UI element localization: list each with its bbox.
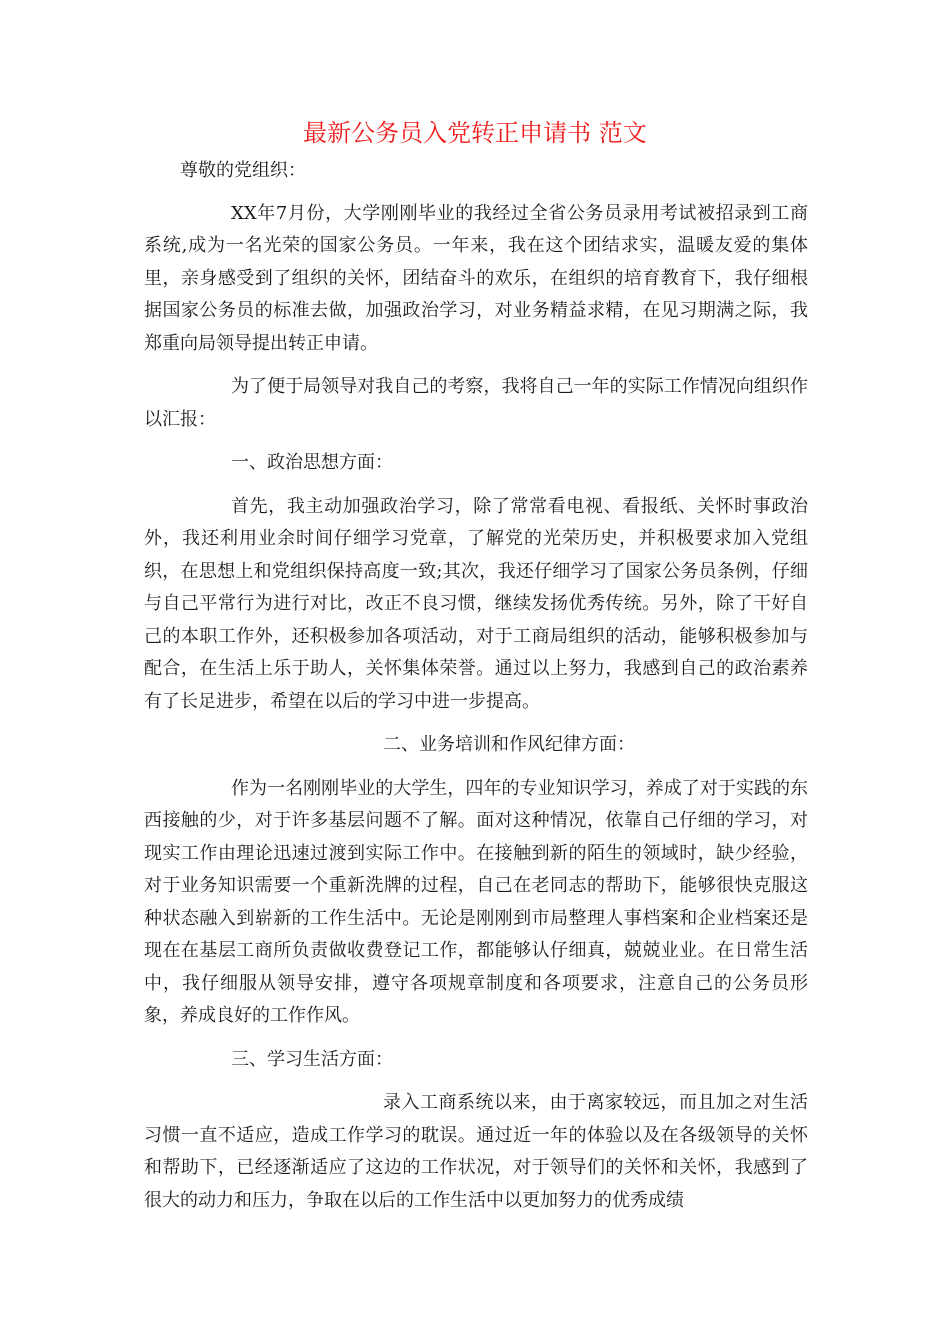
paragraph-intro: XX年7月份，大学刚刚毕业的我经过全省公务员录用考试被招录到工商系统,成为一名光荣的国家公务员。一年来，我在这个团结求实，温暖友爱的集体里，亲身感受到了组织的关怀，团结奋斗的欢乐，在组织的培育教育下，我仔细根据国家公务员的标准去做，加强政治学习，对业务精益求精，在见习期满之际，我郑重向局领导提出转正申请。	[144, 202, 808, 354]
paragraph-study-life: 录入工商系统以来，由于离家较远，而且加之对生活习惯一直不适应，造成工作学习的耽误。通过近一年的体验以及在各级领导的关怀和帮助下，已经逐渐适应了这边的工作状况，对于领导们的关怀和关怀，我感到了很大的动力和压力，争取在以后的工作生活中以更加努力的优秀成绩	[144, 1092, 808, 1211]
document-body	[144, 155, 808, 1228]
section-heading-training: 二、业务培训和作风纪律方面：	[383, 734, 635, 755]
salutation: 尊敬的党组织：	[180, 160, 306, 181]
paragraph-training: 作为一名刚刚毕业的大学生，四年的专业知识学习，养成了对于实践的东西接触的少，对于许多基层问题不了解。面对这种情况，依靠自己仔细的学习，对现实工作由理论迅速过渡到实际工作中。在接触到新的陌生的领域时，缺少经验，对于业务知识需要一个重新洗牌的过程，自己在老同志的帮助下，能够很快克服这种状态融入到崭新的工作生活中。无论是刚刚到市局整理人事档案和企业档案还是现在在基层工商所负责做收费登记工作，都能够认仔细真，兢兢业业。在日常生活中，我仔细服从领导安排，遵守各项规章制度和各项要求，注意自己的公务员形象，养成良好的工作作风。	[144, 777, 808, 1026]
paragraph-political: 首先，我主动加强政治学习，除了常常看电视、看报纸、关怀时事政治外，我还利用业余时间仔细学习党章，了解党的光荣历史，并积极要求加入党组织，在思想上和党组织保持高度一致;其次，我还仔细学习了国家公务员条例，仔细与自己平常行为进行对比，改正不良习惯，继续发扬优秀传统。另外，除了干好自己的本职工作外，还积极参加各项活动，对于工商局组织的活动，能够积极参加与配合，在生活上乐于助人，关怀集体荣誉。通过以上努力，我感到自己的政治素养有了长足进步，希望在以后的学习中进一步提高。	[144, 495, 808, 712]
section-heading-political: 一、政治思想方面：	[231, 452, 393, 473]
section-heading-study-life: 三、学习生活方面：	[231, 1048, 393, 1070]
document-title: 最新公务员入党转正申请书 范文	[303, 119, 647, 147]
paragraph-report-intro: 为了便于局领导对我自己的考察，我将自己一年的实际工作情况向组织作以汇报：	[144, 376, 808, 430]
